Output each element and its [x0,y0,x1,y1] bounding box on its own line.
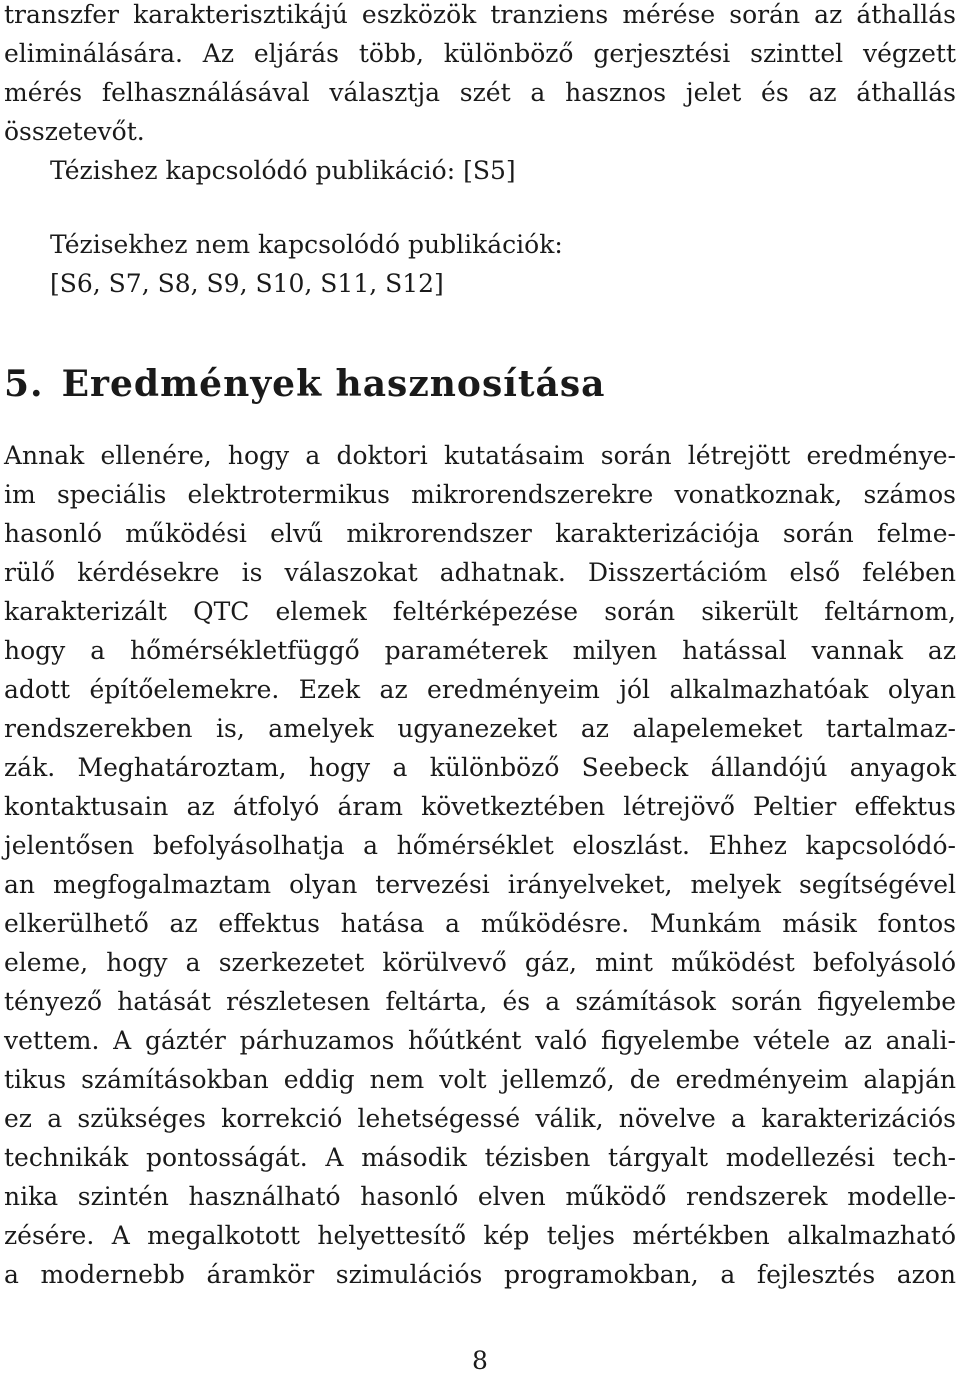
body-line: zák. Meghatároztam, hogy a különböző Seebeck állandójú anyagok [4,753,956,782]
body-line: elkerülhető az effektus hatása a működésre. Munkám másik fontos [4,909,956,938]
body-line: vettem. A gáztér párhuzamos hőútként való figyelembe vétele az anali- [4,1026,956,1055]
top-paragraph-line: összetevőt. [4,117,145,146]
body-line: tényező hatását részletesen feltárta, és a számítások során figyelembe [4,987,956,1016]
section-heading [4,362,605,406]
unrelated-publications-label: Tézisekhez nem kapcsolódó publikációk: [50,230,563,259]
body-line: nika szintén használható hasonló elven működő rendszerek modelle- [4,1182,956,1211]
body-line: adott építőelemekre. Ezek az eredményeim jól alkalmazhatóak olyan [4,675,956,704]
body-line: hasonló működési elvű mikrorendszer karakterizációja során felme- [4,519,956,548]
body-line: Annak ellenére, hogy a doktori kutatásaim során létrejött eredménye- [4,441,956,470]
top-paragraph-line: transzfer karakterisztikájú eszközök tranziens mérése során az áthallás [4,0,956,29]
body-line: im speciális elektrotermikus mikrorendszerekre vonatkoznak, számos [4,480,956,509]
body-line: an megfogalmaztam olyan tervezési irányelveket, melyek segítségével [4,870,956,899]
unrelated-publications-list: [S6, S7, S8, S9, S10, S11, S12] [50,269,444,298]
body-line: jelentősen befolyásolhatja a hőmérséklet eloszlást. Ehhez kapcsolódó- [4,831,956,860]
top-paragraph-line: eliminálására. Az eljárás több, különböző gerjesztési szinttel végzett [4,39,956,68]
section-title: Eredmények hasznosítása [61,363,606,405]
page-number: 8 [472,1346,488,1375]
body-line: eleme, hogy a szerkezetet körülvevő gáz, mint működést befolyásoló [4,948,956,977]
body-line: tikus számításokban eddig nem volt jellemző, de eredményeim alapján [4,1065,956,1094]
body-line: ez a szükséges korrekció lehetségessé válik, növelve a karakterizációs [4,1104,956,1133]
body-line: rendszerekben is, amelyek ugyanezeket az alapelemeket tartalmaz- [4,714,956,743]
section-number: 5. [4,363,44,405]
body-line: rülő kérdésekre is válaszokat adhatnak. Disszertációm első felében [4,558,956,587]
top-paragraph-line: mérés felhasználásával választja szét a hasznos jelet és az áthallás [4,78,956,107]
body-line: kontaktusain az átfolyó áram következtében létrejövő Peltier effektus [4,792,956,821]
body-line: hogy a hőmérsékletfüggő paraméterek milyen hatással vannak az [4,636,956,665]
body-line: technikák pontosságát. A második tézisben tárgyalt modellezési tech- [4,1143,956,1172]
body-line: karakterizált QTC elemek feltérképezése során sikerült feltárnom, [4,597,956,626]
related-publication: Tézishez kapcsolódó publikáció: [S5] [50,156,516,185]
body-line: zésére. A megalkotott helyettesítő kép teljes mértékben alkalmazható [4,1221,956,1250]
body-line: a modernebb áramkör szimulációs programokban, a fejlesztés azon [4,1260,956,1289]
